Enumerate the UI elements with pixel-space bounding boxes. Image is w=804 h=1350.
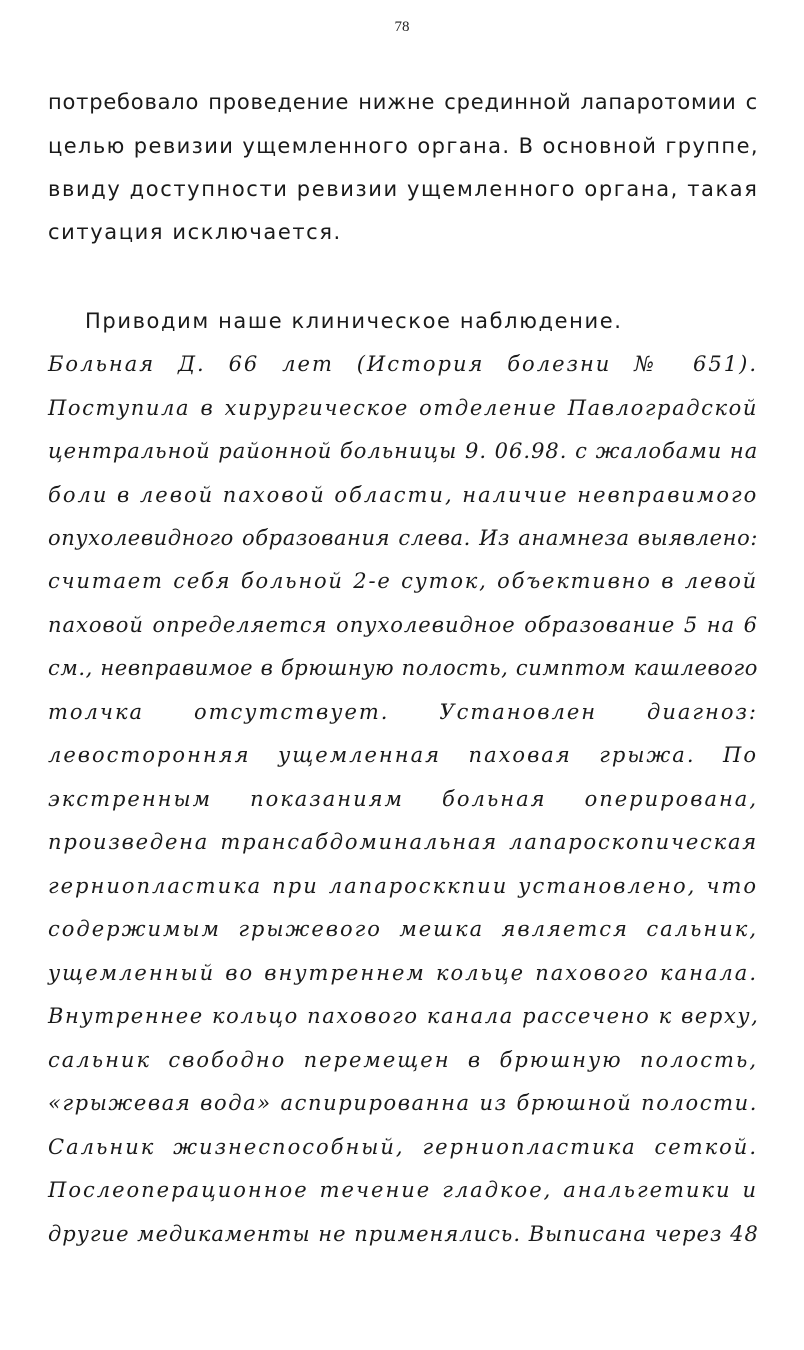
case-line: Послеоперационное течение гладкое, анальгетики и [48,1178,758,1202]
case-line: Внутреннее кольцо пахового канала рассечено к верху, [48,1004,760,1028]
case-line: боли в левой паховой области, наличие невправимого [48,483,759,507]
text-line: ситуация исключается. [48,220,342,244]
case-line: экстренным показаниям больная оперирована, [48,787,758,811]
case-line: содержимым грыжевого мешка является сальник, [48,917,758,941]
case-line: Больная Д. 66 лет (История болезни № 651). [48,352,758,376]
case-line: Сальник жизнеспособный, герниопластика сеткой. [48,1135,758,1159]
intro-sentence: Приводим наше клиническое наблюдение. [85,309,623,333]
case-line: герниопластика при лапаросккпии установлено, что [48,874,758,898]
case-line: считает себя больной 2-е суток, объективно в левой [48,569,758,593]
case-line: левосторонняя ущемленная паховая грыжа. По [48,743,758,767]
case-line: «грыжевая вода» аспирированна из брюшной полости. [48,1091,758,1115]
case-line: толчка отсутствует. Установлен диагноз: [48,700,758,724]
case-line: см., невправимое в брюшную полость, симптом кашлевого [48,656,758,680]
text-line: целью ревизии ущемленного органа. В основной группе, [48,134,759,158]
text-line: ввиду доступности ревизии ущемленного органа, такая [48,177,759,201]
case-line: ущемленный во внутреннем кольце пахового канала. [48,961,758,985]
case-line: сальник свободно перемещен в брюшную полость, [48,1048,758,1072]
case-line: паховой определяется опухолевидное образование 5 на 6 [48,613,758,637]
text-line: потребовало проведение нижне срединной лапаротомии с [48,90,758,114]
case-line: центральной районной больницы 9. 06.98. с жалобами на [48,439,759,463]
case-line: Поступила в хирургическое отделение Павлоградской [48,396,758,420]
case-line: опухолевидного образования слева. Из анамнеза выявлено: [48,526,758,550]
case-line: другие медикаменты не применялись. Выписана через 48 [48,1222,759,1246]
page-number: 78 [394,19,410,35]
case-line: произведена трансабдоминальная лапароскопическая [48,830,758,854]
